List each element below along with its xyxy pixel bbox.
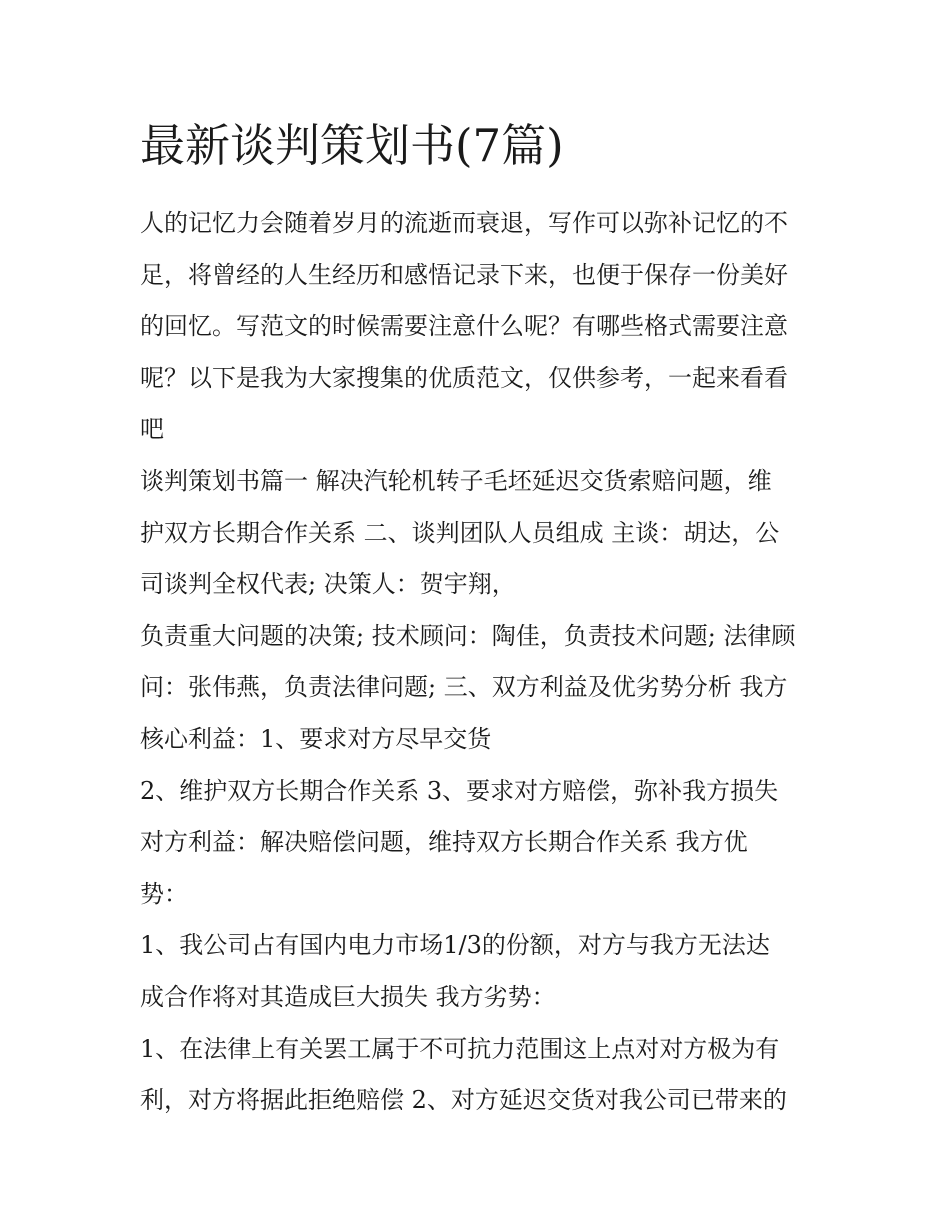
text-line: 的回忆。写范文的时候需要注意什么呢？有哪些格式需要注意 bbox=[140, 312, 788, 341]
text-line: 吧 bbox=[140, 415, 164, 444]
text-line: 呢？以下是我为大家搜集的优质范文，仅供参考，一起来看看 bbox=[140, 363, 788, 392]
text-line: 护双方长期合作关系 二、谈判团队人员组成 主谈：胡达，公 bbox=[140, 518, 780, 547]
page-title: 最新谈判策划书(7篇) bbox=[140, 119, 564, 172]
text-line: 对方利益：解决赔偿问题，维持双方长期合作关系 我方优 bbox=[140, 828, 748, 857]
text-line: 问：张伟燕，负责法律问题; 三、双方利益及优劣势分析 我方 bbox=[140, 673, 788, 702]
text-line: 成合作将对其造成巨大损失 我方劣势： bbox=[140, 982, 556, 1011]
text-line: 司谈判全权代表; 决策人：贺宇翔， bbox=[140, 570, 516, 599]
document-body bbox=[140, 198, 820, 1127]
text-line: 2、维护双方长期合作关系 3、要求对方赔偿，弥补我方损失 bbox=[140, 776, 779, 805]
text-line: 利，对方将据此拒绝赔偿 2、对方延迟交货对我公司已带来的 bbox=[140, 1086, 787, 1115]
text-line: 负责重大问题的决策; 技术顾问：陶佳，负责技术问题; 法律顾 bbox=[140, 621, 796, 650]
text-line: 核心利益：1、要求对方尽早交货 bbox=[140, 724, 492, 753]
text-line: 谈判策划书篇一 解决汽轮机转子毛坯延迟交货索赔问题，维 bbox=[140, 466, 772, 495]
text-line: 足，将曾经的人生经历和感悟记录下来，也便于保存一份美好 bbox=[140, 260, 788, 289]
text-line: 1、我公司占有国内电力市场1/3的份额，对方与我方无法达 bbox=[140, 931, 770, 960]
text-line: 势： bbox=[140, 879, 188, 908]
text-line: 1、在法律上有关罢工属于不可抗力范围这上点对对方极为有 bbox=[140, 1034, 780, 1063]
text-line: 人的记忆力会随着岁月的流逝而衰退，写作可以弥补记忆的不 bbox=[140, 209, 788, 237]
